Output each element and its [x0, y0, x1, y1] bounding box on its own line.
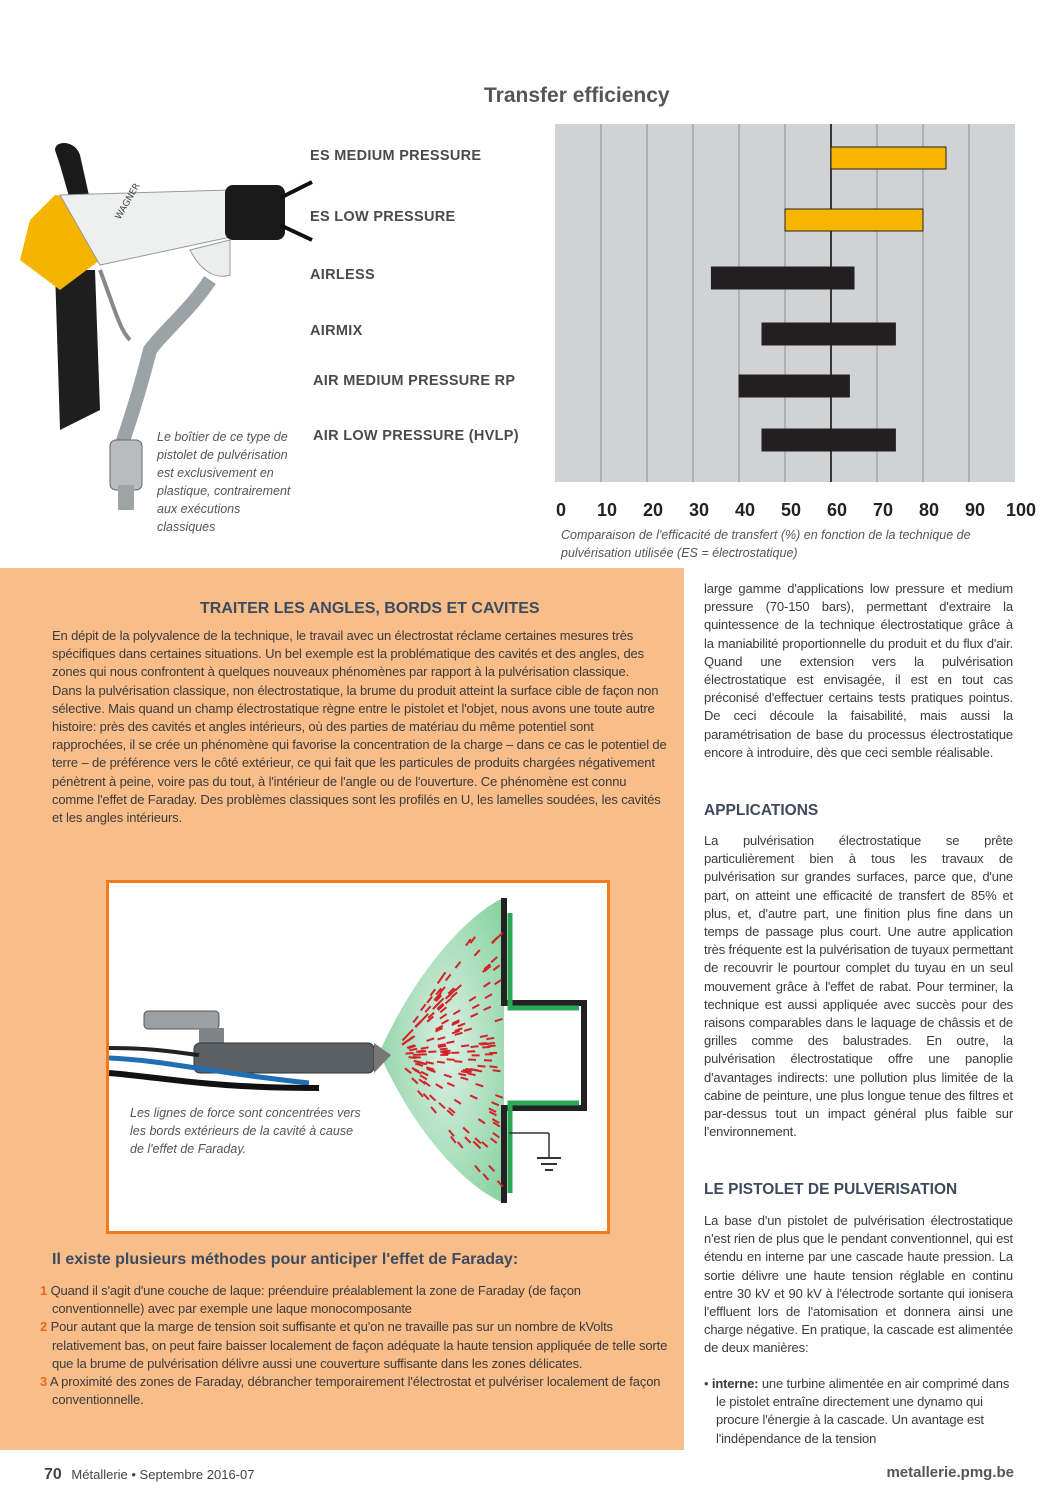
footer-left [44, 1466, 254, 1484]
section-heading: LE PISTOLET DE PULVERISATION [704, 1181, 958, 1198]
spray-particle [482, 1047, 490, 1048]
bar [762, 429, 895, 451]
chart-caption: Comparaison de l'efficacité de transfert (%) en fonction de la technique de pulvérisation utilisée (ES = électrostatique) [561, 528, 971, 560]
faraday-diagram [109, 883, 607, 1231]
x-tick-label: 70 [872, 500, 894, 520]
chart-title: Transfer efficiency [484, 84, 670, 107]
spray-particle [438, 1046, 446, 1047]
spray-particle [437, 1062, 445, 1063]
gun-caption: Le boîtier de ce type de pistolet de pulvérisation est exclusivement en plastique, contrairement aux exécutions classiques [157, 430, 291, 534]
spray-particle [447, 1059, 455, 1060]
bar [762, 323, 895, 345]
spray-particle [487, 1043, 495, 1044]
page-number: 70 [44, 1466, 62, 1483]
intro-text [52, 627, 670, 827]
spray-particle [440, 1049, 448, 1050]
methods-list [40, 1282, 670, 1409]
figure-caption: Les lignes de force sont concentrées vers les bords extérieurs de la cavité à cause de l'effet de Faraday. [130, 1106, 361, 1156]
right-column-intro: large gamme d'applications low pressure et medium pressure (70-150 bars), permettant d'extraire la quintessence de la technique électrostatique grâce à la maniabilité proportionnelle du produit et du flux d'air. Quand une extension vers la pulvérisation électrostatique est envisagée, il est en tout cas préconisé d'effectuer certains tests pratiques pointus. De ceci découle la faisabilité, mais aussi la paramétrisation de base du processus électrostatique encore à introduire, dès que ceci semble réalisable. [704, 581, 1013, 760]
list-item: 3 A proximité des zones de Faraday, débrancher temporairement l'électrostat et pulvériser localement de façon conventionnelle. [40, 1374, 661, 1408]
category-label: ES LOW PRESSURE [310, 209, 456, 225]
category-label: AIRMIX [310, 323, 363, 339]
spray-particle [428, 1051, 436, 1052]
bullet-item: • interne: une turbine alimentée en air comprimé dans le pistolet entraîne directement une dynamo qui procure l'énergie à la cascade. Un avantage est l'indépendance de la tension [704, 1376, 1010, 1446]
issue-info: Métallerie • Septembre 2016-07 [71, 1467, 255, 1482]
x-tick-label: 100 [1005, 500, 1037, 520]
spray-particle [486, 1038, 494, 1039]
spray-particle [493, 1070, 501, 1071]
x-tick-label: 10 [596, 500, 618, 520]
bar [785, 209, 923, 231]
bar [739, 375, 849, 397]
list-item: 2 Pour autant que la marge de tension soit suffisante et qu'on ne travaille pas sur un nombre de kVolts relativement bas, on peut faire baisser localement de façon adéquate la haute tension appliquée de telle sorte que la brume de pulvérisation délivre aussi une couverture suffisante dans les zones délicates. [40, 1319, 668, 1371]
faraday-figure [106, 880, 610, 1234]
spray-particle [413, 1057, 421, 1058]
x-tick-label: 60 [826, 500, 848, 520]
spray-particle [461, 1045, 469, 1046]
spray-particle [474, 1070, 482, 1071]
applications-text: La pulvérisation électrostatique se prête particulièrement bien à tous les travaux de pulvérisation sur grandes surfaces, parce que, d'une part, on atteint une efficacité de transfert de 85% et plus, et, d'autre part, une finition plus fine dans un temps de passage plus court. Une autre application très fréquente est la pulvérisation de tuyaux permettant de recouvrir le pourtour complet du tuyau en un seul mouvement grâce à l'effet de rabat. Pour terminer, la technique est aussi appliquée avec succès pour des raisons comparables dans le laquage de châssis et de grilles comme des balustrades. En outre, la pulvérisation électrostatique offre une panoplie d'avantages indirects: une pollution plus limitée de la cabine de peinture, une plus longue tenue des filtres et par-dessus tout un impact général plus faible sur l'environnement. [704, 833, 1013, 1140]
x-tick-label: 50 [780, 500, 802, 520]
bar [831, 147, 946, 169]
spray-particle [478, 1066, 486, 1067]
spray-particle [479, 1043, 487, 1044]
section-heading: APPLICATIONS [704, 802, 819, 819]
list-item: 1 Quand il s'agit d'une couche de laque: préenduire préalablement la zone de Faraday (de façon conventionnelle) avec par exemple une laque monocomposante [40, 1283, 581, 1317]
x-tick-label: 40 [734, 500, 756, 520]
pistolet-text: La base d'un pistolet de pulvérisation électrostatique n'est rien de plus que le pendant conventionnel, qui est étendu en interne par une cascade haute pression. La sortie délivre une haute tension réglable en continu entre 30 kV et 90 kV à l'électrode sortante qui ionisera l'effluent lors de l'atomisation et donnera ainsi une charge négative. En pratique, la cascade est alimentée de deux manières: [704, 1213, 1013, 1356]
methods-heading: Il existe plusieurs méthodes pour anticiper l'effet de Faraday: [52, 1251, 519, 1268]
x-tick-label: 20 [642, 500, 664, 520]
brand-logo: WAGNER [113, 181, 143, 222]
section-heading: TRAITER LES ANGLES, BORDS ET CAVITES [200, 600, 540, 617]
category-label: AIR MEDIUM PRESSURE RP [313, 373, 516, 389]
website-link[interactable]: metallerie.pmg.be [886, 1464, 1014, 1481]
spray-particle [443, 1051, 451, 1052]
category-label: ES MEDIUM PRESSURE [310, 148, 482, 164]
x-tick-label: 90 [964, 500, 986, 520]
spray-particle [454, 1061, 462, 1062]
spray-particle [426, 1062, 434, 1063]
spray-particle [471, 1046, 479, 1047]
x-tick-label: 30 [688, 500, 710, 520]
transfer-efficiency-chart [555, 124, 1015, 482]
x-tick-label: 80 [918, 500, 940, 520]
spray-particle [406, 1053, 414, 1054]
bar [711, 267, 854, 289]
spray-particle [418, 1051, 426, 1052]
paragraph: Dans la pulvérisation classique, non électrostatique, la brume du produit atteint la surface cible de façon non sélective. Mais quand un champ électrostatique règne entre le pistolet et l'objet, nous avons une toute autre histoire: près des cavités et angles intérieurs, où des parties de matériau du même potentiel sont rapprochées, il se crée un phénomène qui favorise la concentration de la charge – dans ce cas le potentiel de terre – de préférence vers le côté extérieur, ce qui fait que les particules de produits chargées négativement pénètrent à peine, voire pas du tout, à l'intérieur de l'angle ou de l'ouverture. Ce phénomène est connu comme l'effet de Faraday. Des problèmes classiques sont les profilés en U, les lamelles soudées, les cavités et les angles intérieurs. [52, 682, 667, 826]
x-tick-label: 0 [555, 500, 567, 520]
paragraph: En dépit de la polyvalence de la technique, le travail avec un électrostat réclame certaines mesures très spécifiques dans certaines situations. Un bel exemple est la problématique des cavités et des angles, des zones qui nous confrontent à quelques nouveaux phénomènes par rapport à la pulvérisation classique. [52, 628, 644, 680]
spray-particle [489, 1066, 497, 1067]
category-label: AIRLESS [310, 267, 375, 283]
category-label: AIR LOW PRESSURE (HVLP) [313, 428, 519, 444]
